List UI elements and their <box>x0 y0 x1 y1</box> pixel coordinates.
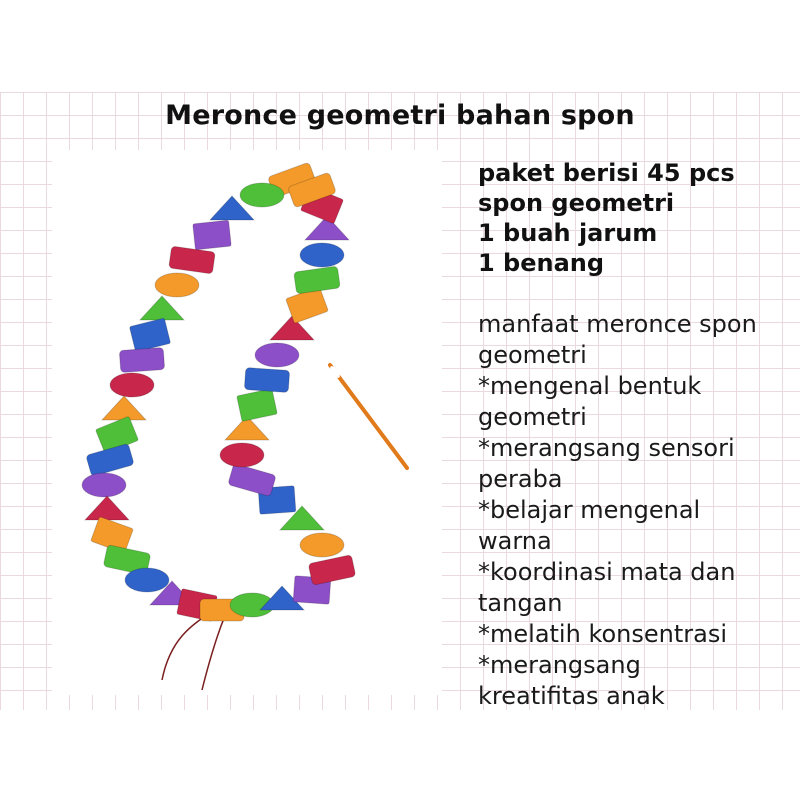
foam-shape <box>308 555 356 586</box>
plastic-needle-image <box>330 365 407 468</box>
foam-shape <box>86 443 134 476</box>
benefits-list <box>478 309 798 712</box>
product-photo <box>52 150 442 695</box>
benefit-line: *mengenal bentuk <box>478 372 702 400</box>
package-contents <box>478 158 735 278</box>
foam-shape <box>255 343 299 367</box>
foam-shape <box>244 367 289 392</box>
benefit-line: *melatih konsentrasi <box>478 620 728 648</box>
benefit-line: *belajar mengenal <box>478 496 701 524</box>
page-title: Meronce geometri bahan spon <box>165 100 635 131</box>
package-line: 1 buah jarum <box>478 219 658 247</box>
benefit-line: *merangsang sensori <box>478 434 735 462</box>
benefit-line: *koordinasi mata dan <box>478 558 736 586</box>
foam-shape <box>300 243 344 267</box>
foam-shape <box>119 347 164 372</box>
package-line: spon geometri <box>478 189 675 217</box>
foam-shape <box>82 473 126 497</box>
foam-shape <box>125 568 169 592</box>
foam-shape <box>294 266 341 294</box>
benefit-line: warna <box>478 527 552 555</box>
foam-shape <box>237 389 278 422</box>
foam-shape <box>169 246 216 274</box>
foam-shape <box>193 220 232 250</box>
benefit-line: geometri <box>478 341 587 369</box>
foam-shape <box>155 273 199 297</box>
foam-shape <box>85 496 129 520</box>
foam-shapes-strand-image <box>52 150 442 695</box>
benefit-line: geometri <box>478 403 587 431</box>
benefit-line: peraba <box>478 465 563 493</box>
foam-shape <box>129 318 170 352</box>
foam-shape <box>102 396 146 420</box>
foam-shape <box>228 463 276 496</box>
package-line: 1 benang <box>478 249 605 277</box>
foam-shape <box>110 373 154 397</box>
foam-shape <box>220 443 264 467</box>
benefit-line: manfaat meronce spon <box>478 310 757 338</box>
benefit-line: kreatifitas anak <box>478 682 665 710</box>
benefit-line: tangan <box>478 589 563 617</box>
foam-shape <box>270 316 314 340</box>
benefit-line: *merangsang <box>478 651 641 679</box>
foam-shape <box>300 533 344 557</box>
foam-shape <box>240 183 284 207</box>
foam-shape <box>140 296 184 320</box>
package-line: paket berisi 45 pcs <box>478 159 735 187</box>
